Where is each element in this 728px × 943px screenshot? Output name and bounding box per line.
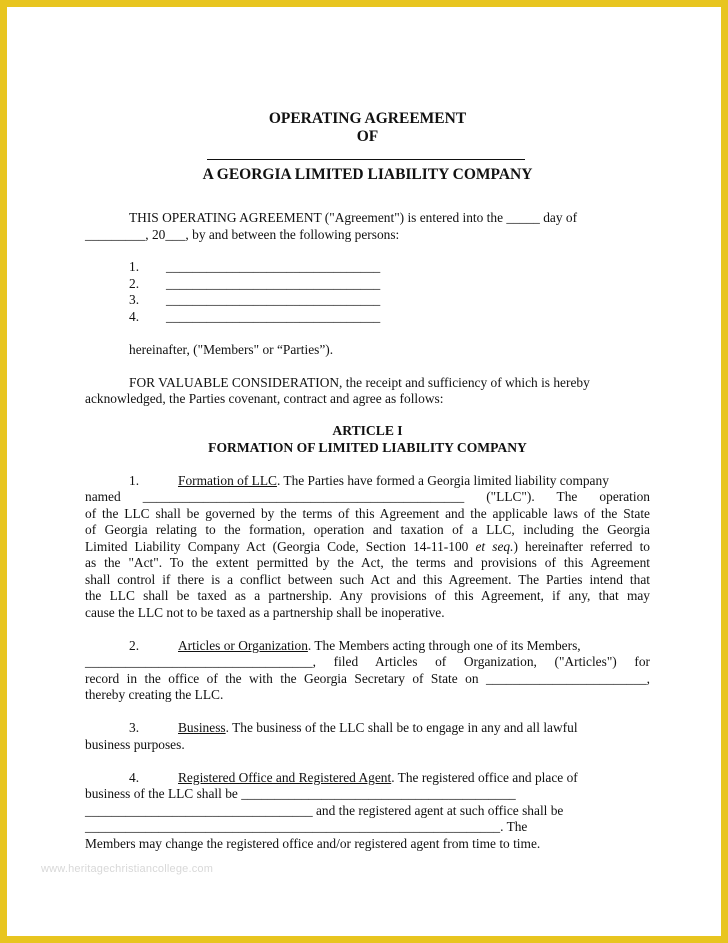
section-1-line-5 — [85, 539, 650, 556]
section-2-title: Articles or Organization — [178, 638, 308, 653]
section-1-line-7: shall control if there is a conflict between such Act and this Agreement. The Parties intend that — [85, 572, 650, 587]
section-2-line-4: thereby creating the LLC. — [85, 687, 224, 702]
watermark-text: www.heritagechristiancollege.com — [41, 863, 214, 875]
et-seq-text: et seq. — [475, 539, 514, 554]
section-2-line-1 — [129, 638, 694, 655]
member-number: 2. — [129, 276, 140, 291]
section-1-line-5-a: Limited Liability Company Act (Georgia Code, Section 14-11-100 — [85, 539, 476, 554]
intro-line-1: THIS OPERATING AGREEMENT ("Agreement") is entered into the _____ day of — [129, 210, 578, 225]
section-4-line-3: __________________________________ and the registered agent at such office shall be — [85, 803, 564, 818]
section-2-line-3: record in the office of the with the Georgia Secretary of State on ________________________, — [85, 671, 650, 686]
member-number: 1. — [129, 259, 140, 274]
section-4-line-1 — [129, 770, 694, 787]
section-1-title: Formation of LLC — [178, 473, 277, 488]
member-blank: ________________________________ — [166, 276, 381, 291]
title-line-2: OF — [356, 128, 379, 145]
section-1-line-1 — [129, 473, 694, 490]
section-1-line-2: named ________________________________________________ ("LLC"). The operation — [85, 489, 650, 504]
section-4-title: Registered Office and Registered Agent — [178, 770, 392, 785]
section-4-line-4: ______________________________________________________________. The — [85, 819, 528, 834]
section-1-line-9: cause the LLC not to be taxed as a partnership shall be inoperative. — [85, 605, 445, 620]
title-line-3: A GEORGIA LIMITED LIABILITY COMPANY — [202, 166, 533, 183]
section-4-number: 4. — [129, 770, 140, 785]
section-4-line-2: business of the LLC shall be _________________________________________ — [85, 786, 516, 801]
section-4-line-1-text: . The registered office and place of — [391, 770, 578, 785]
section-2-number: 2. — [129, 638, 140, 653]
member-blank: ________________________________ — [166, 309, 381, 324]
consideration-line-2: acknowledged, the Parties covenant, contract and agree as follows: — [85, 391, 444, 406]
section-1-line-6: as the "Act". To the extent permitted by the Act, the terms and provisions of this Agreement — [85, 555, 650, 570]
section-3-number: 3. — [129, 720, 140, 735]
section-1-line-4: of Georgia relating to the formation, operation and taxation of a LLC, including the Georgia — [85, 522, 650, 537]
member-blank: ________________________________ — [166, 292, 381, 307]
section-4-line-5: Members may change the registered office and/or registered agent from time to time. — [85, 836, 541, 851]
section-3-line-2: business purposes. — [85, 737, 185, 752]
title-line-1: OPERATING AGREEMENT — [268, 110, 467, 127]
section-3-title: Business — [178, 720, 226, 735]
member-item-1 — [129, 259, 380, 276]
document-page — [7, 7, 721, 936]
article-number: ARTICLE I — [332, 423, 403, 438]
company-name-blank-line — [207, 159, 525, 160]
section-3-line-1 — [129, 720, 694, 737]
section-2-line-2: __________________________________, filed Articles of Organization, ("Articles") for — [85, 654, 650, 669]
section-1-line-8: the LLC shall be taxed as a partnership. Any provisions of this Agreement, if any, that may — [85, 588, 650, 603]
section-2-line-1-text: . The Members acting through one of its Members, — [307, 638, 581, 653]
hereinafter-text: hereinafter, ("Members" or “Parties”). — [129, 342, 334, 357]
member-item-4 — [129, 309, 380, 326]
member-item-2 — [129, 276, 380, 293]
section-1-line-3: of the LLC shall be governed by the terms of this Agreement and the applicable laws of the State — [85, 506, 650, 521]
member-blank: ________________________________ — [166, 259, 381, 274]
section-1-line-1-text: . The Parties have formed a Georgia limited liability company — [276, 473, 609, 488]
consideration-line-1: FOR VALUABLE CONSIDERATION, the receipt and sufficiency of which is hereby — [129, 375, 590, 390]
member-item-3 — [129, 292, 380, 309]
section-1-number: 1. — [129, 473, 140, 488]
section-1-line-5-b: ) hereinafter referred to — [513, 539, 651, 554]
intro-line-2: _________, 20___, by and between the following persons: — [85, 227, 400, 242]
article-heading: FORMATION OF LIMITED LIABILITY COMPANY — [208, 440, 527, 455]
member-number: 4. — [129, 309, 140, 324]
member-number: 3. — [129, 292, 140, 307]
section-3-line-1-text: . The business of the LLC shall be to engage in any and all lawful — [225, 720, 578, 735]
